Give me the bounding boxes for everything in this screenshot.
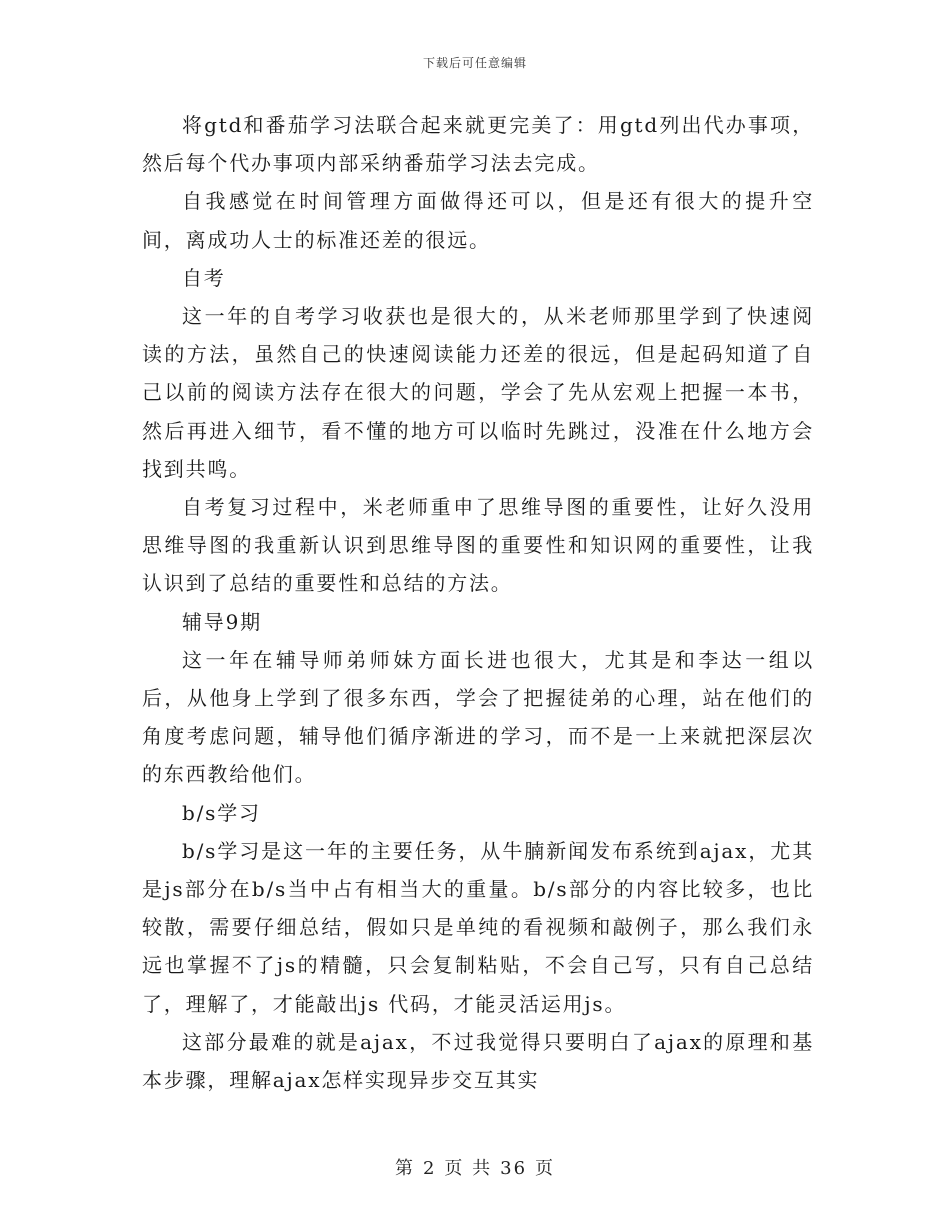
section-heading: 自考 — [182, 265, 226, 290]
document-body — [142, 106, 814, 1099]
paragraph: 自我感觉在时间管理方面做得还可以，但是还有很大的提升空间，离成功人士的标准还差的很远。 — [142, 189, 814, 252]
paragraph: 这一年的自考学习收获也是很大的，从米老师那里学到了快速阅读的方法，虽然自己的快速阅读能力还差的很远，但是起码知道了自己以前的阅读方法存在很大的问题，学会了先从宏观上把握一本书，然后再进入细节，看不懂的地方可以临时先跳过，没准在什么地方会找到共鸣。 — [142, 304, 814, 481]
paragraph: 将gtd和番茄学习法联合起来就更完美了：用gtd列出代办事项，然后每个代办事项内部采纳番茄学习法去完成。 — [142, 113, 814, 176]
page-total: 36 — [500, 1158, 528, 1179]
footer-prefix: 第 — [394, 1158, 415, 1179]
section-heading: b/s学习 — [182, 800, 261, 825]
paragraph: 这部分最难的就是ajax，不过我觉得只要明白了ajax的原理和基本步骤，理解ajax怎样实现异步交互其实 — [142, 1029, 814, 1093]
page-header: 下载后可任意编辑 — [422, 56, 527, 70]
page-footer — [0, 1154, 950, 1180]
paragraph: 这一年在辅导师弟师妹方面长进也很大，尤其是和李达一组以后，从他身上学到了很多东西，学会了把握徒弟的心理，站在他们的角度考虑问题，辅导他们循序渐进的学习，而不是一上来就把深层次的东西教给他们。 — [142, 647, 814, 787]
paragraph: b/s学习是这一年的主要任务，从牛腩新闻发布系统到ajax，尤其是js部分在b/s当中占有相当大的重量。b/s部分的内容比较多，也比较散，需要仔细总结，假如只是单纯的看视频和敲例子，那么我们永远也掌握不了js的精髓，只会复制粘贴，不会自己写，只有自己总结了，理解了，才能敲出js 代码，才能灵活运用js。 — [142, 838, 814, 1016]
section-heading: 辅导9期 — [182, 609, 262, 634]
paragraph: 自考复习过程中，米老师重申了思维导图的重要性，让好久没用思维导图的我重新认识到思维导图的重要性和知识网的重要性，让我认识到了总结的重要性和总结的方法。 — [142, 495, 814, 596]
page-number: 2 — [422, 1158, 437, 1179]
footer-suffix: 页 — [535, 1158, 556, 1179]
footer-middle: 页 共 — [444, 1158, 493, 1179]
